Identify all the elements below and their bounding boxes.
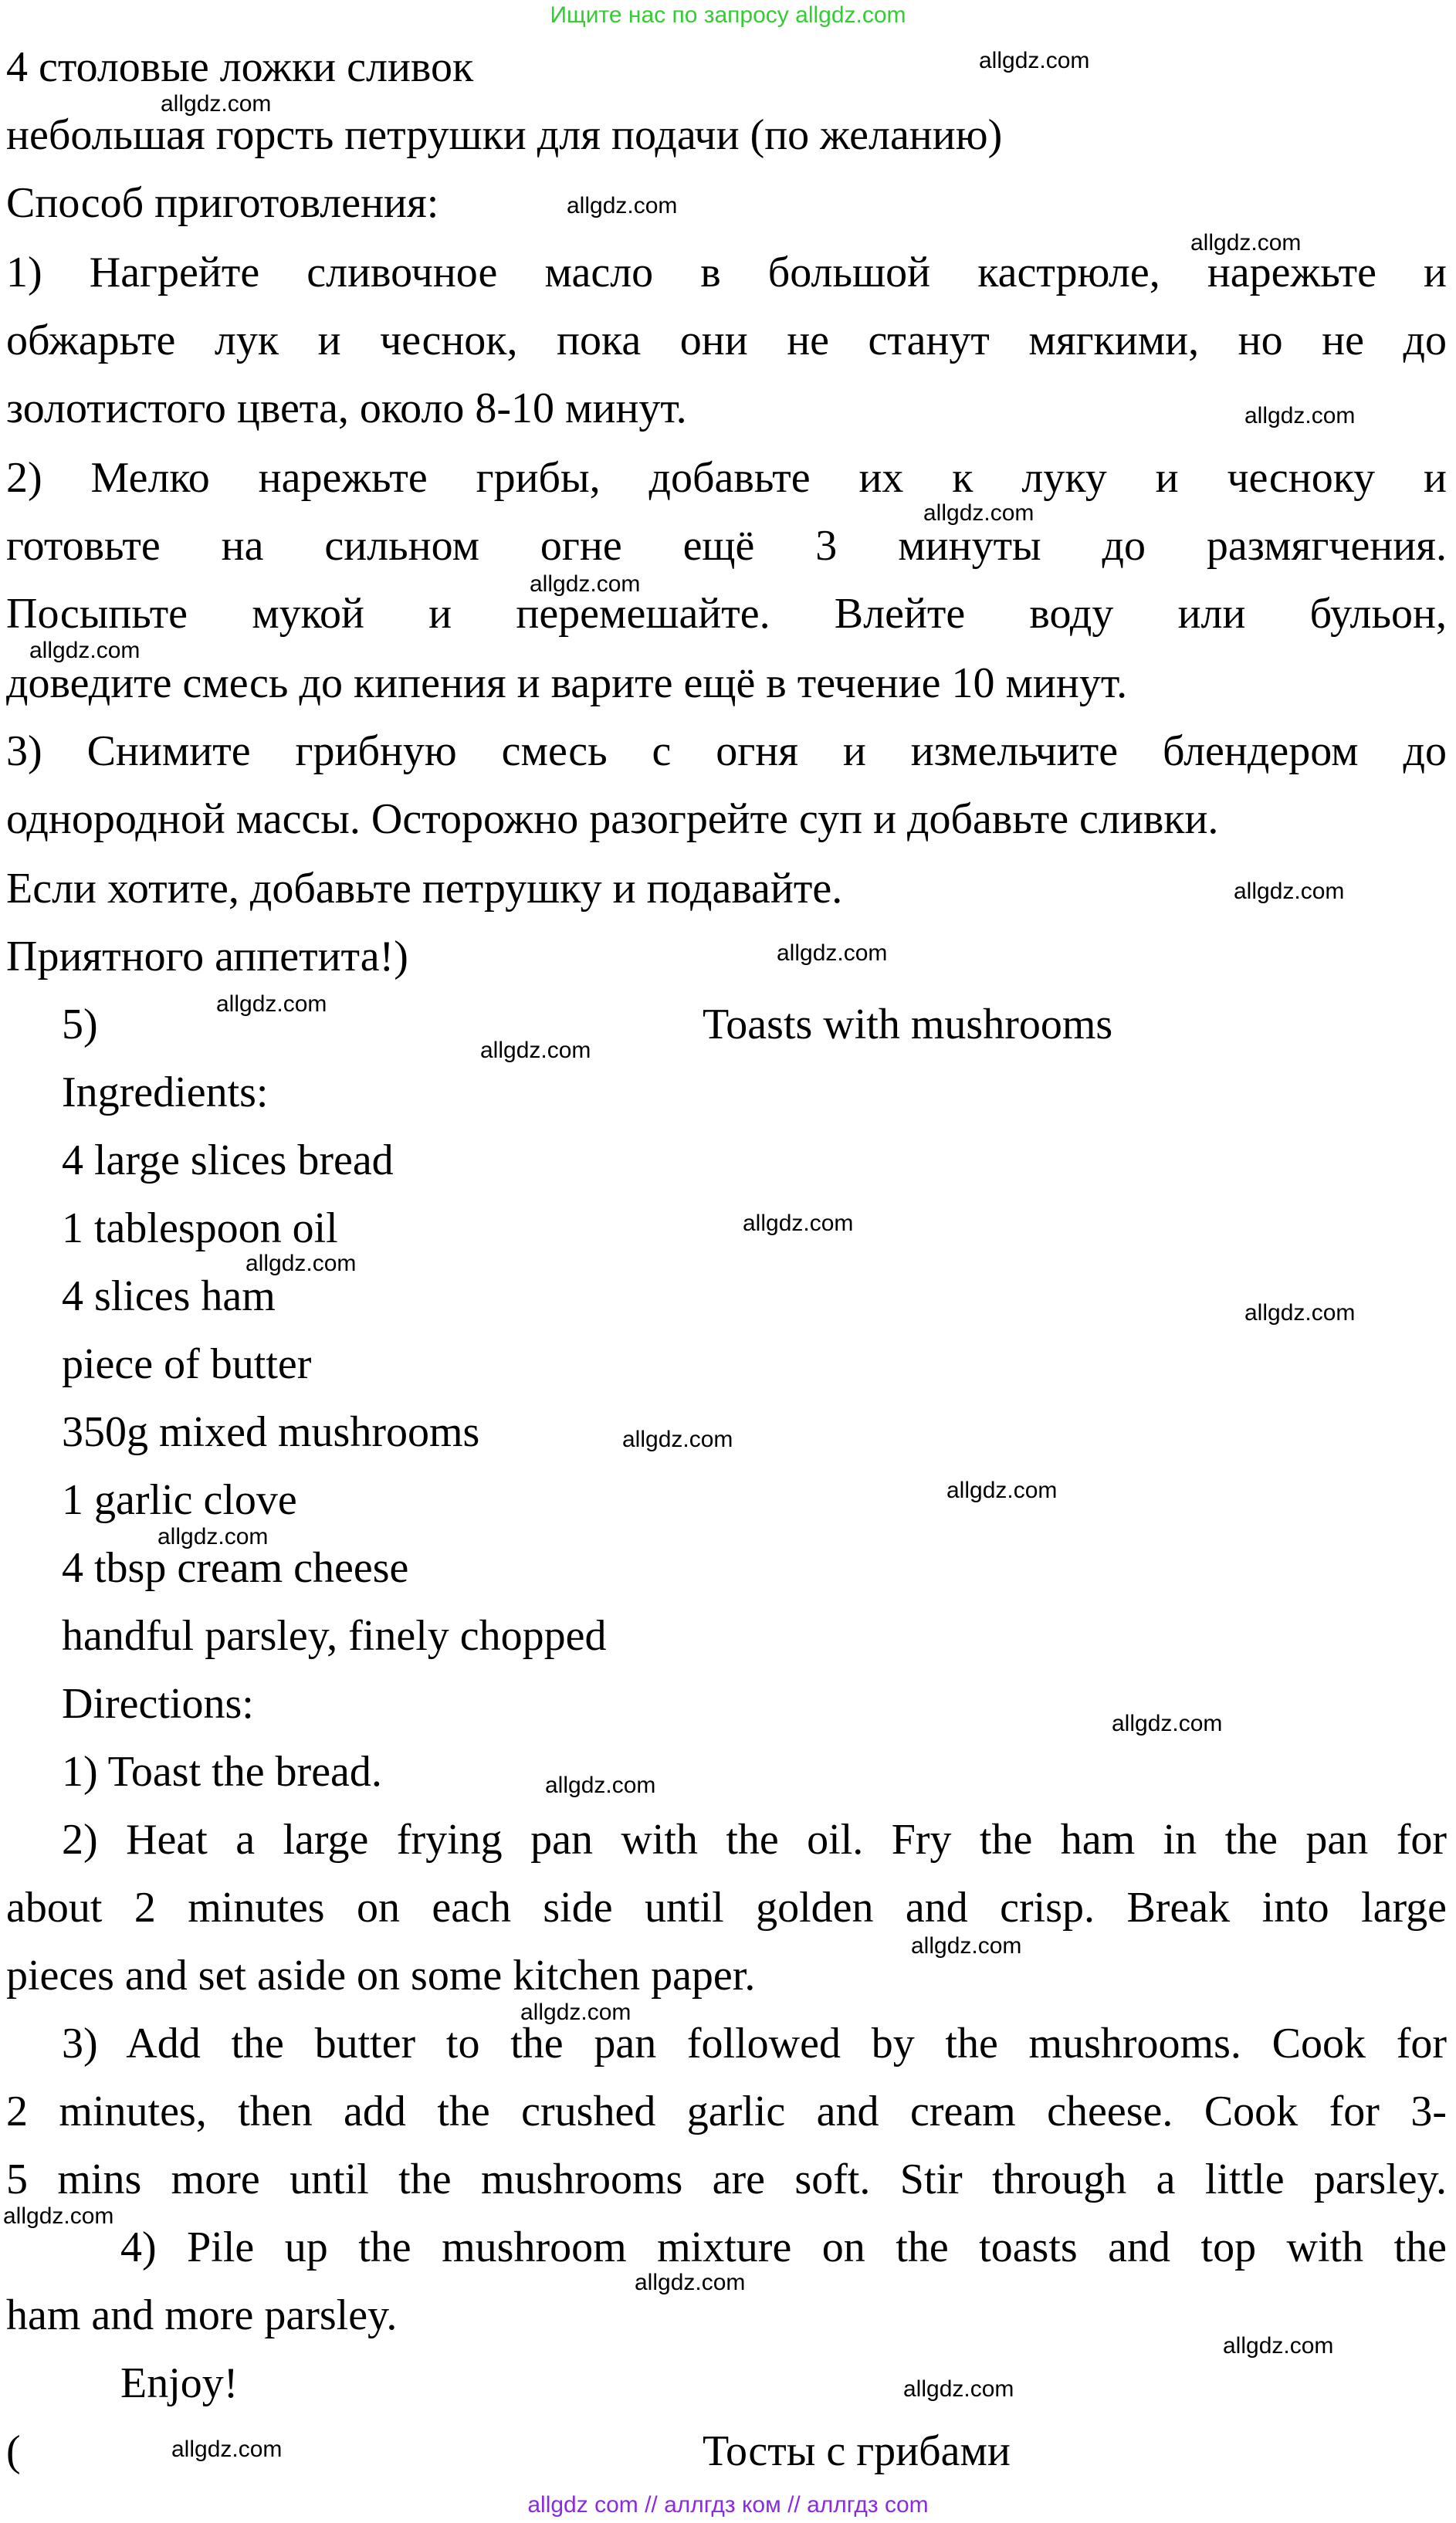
ingredient-item: 4 tbsp cream cheese [62,1544,409,1592]
watermark: allgdz.com [520,2000,631,2025]
direction-3-line-2: 2 minutes, then add the crushed garlic and cream cheese. Cook for 3- [6,2088,1447,2135]
enjoy-text: Enjoy! [120,2359,239,2407]
direction-4-line-2: ham and more parsley. [6,2291,398,2339]
ru-line-2: небольшая горсть петрушки для подачи (по желанию) [6,111,1003,159]
watermark: allgdz.com [1244,1300,1356,1326]
watermark: allgdz.com [545,1773,656,1798]
open-paren: ( [6,2427,21,2475]
ru-line-9: Посыпьте мукой и перемешайте. Влейте воду или бульон, [6,590,1447,638]
bottom-banner[interactable]: allgdz com // аллгдз ком // аллгдз com [527,2492,929,2518]
direction-3-line-3: 5 mins more until the mushrooms are soft. Stir through a little parsley. [6,2156,1447,2203]
ingredient-item: 1 tablespoon oil [62,1204,338,1252]
recipe-number: 5) [62,1001,98,1048]
ingredient-item: 4 large slices bread [62,1136,394,1184]
watermark: allgdz.com [1112,1711,1223,1736]
direction-2-line-1: 2) Heat a large frying pan with the oil. Fry the ham in the pan for [62,1816,1447,1864]
watermark: allgdz.com [777,940,888,966]
watermark: allgdz.com [946,1478,1058,1503]
watermark: allgdz.com [903,2376,1014,2402]
ru-line-5: обжарьте лук и чеснок, пока они не станут мягкими, но не до [6,317,1447,364]
watermark: allgdz.com [743,1211,854,1236]
top-banner[interactable]: Ищите нас по запросу allgdz.com [550,2,906,28]
ingredients-heading: Ingredients: [62,1068,269,1116]
watermark: allgdz.com [1234,879,1345,904]
direction-2-line-2: about 2 minutes on each side until golden and crisp. Break into large [6,1884,1447,1932]
watermark: allgdz.com [480,1038,591,1063]
watermark: allgdz.com [29,638,141,663]
direction-4-line-1: 4) Pile up the mushroom mixture on the toasts and top with the [120,2223,1447,2271]
direction-2-line-3: pieces and set aside on some kitchen paper. [6,1952,756,2000]
ru-line-4: 1) Нагрейте сливочное масло в большой кастрюле, нарежьте и [6,249,1447,296]
recipe-title: Toasts with mushrooms [703,1001,1113,1048]
watermark: allgdz.com [3,2203,114,2229]
watermark: allgdz.com [245,1251,357,1276]
watermark: allgdz.com [171,2437,283,2462]
ingredient-item: 1 garlic clove [62,1476,297,1524]
ru-line-11: 3) Снимите грибную смесь с огня и измельчите блендером до [6,727,1447,775]
watermark: allgdz.com [923,500,1034,526]
watermark: allgdz.com [911,1933,1022,1959]
watermark: allgdz.com [622,1427,733,1452]
direction-1: 1) Toast the bread. [62,1748,382,1796]
watermark: allgdz.com [1190,230,1302,256]
ru-line-12: однородной массы. Осторожно разогрейте суп и добавьте сливки. [6,795,1219,843]
watermark: allgdz.com [216,991,327,1017]
ru-line-10: доведите смесь до кипения и варите ещё в течение 10 минут. [6,659,1128,707]
watermark: allgdz.com [161,91,272,117]
direction-3-line-1: 3) Add the butter to the pan followed by the mushrooms. Cook for [62,2020,1447,2068]
ingredient-item: handful parsley, finely chopped [62,1612,607,1660]
directions-heading: Directions: [62,1680,254,1728]
watermark: allgdz.com [1223,2333,1334,2359]
ingredient-item: 350g mixed mushrooms [62,1408,480,1456]
watermark: allgdz.com [157,1524,269,1549]
ru-line-3: Способ приготовления: [6,179,439,227]
ingredient-item: 4 slices ham [62,1272,276,1320]
russian-title: Тосты с грибами [703,2427,1011,2475]
ru-line-13: Если хотите, добавьте петрушку и подавайте. [6,865,843,913]
ingredient-item: piece of butter [62,1340,312,1388]
watermark: allgdz.com [530,571,641,597]
ru-line-7: 2) Мелко нарежьте грибы, добавьте их к луку и чесноку и [6,454,1447,502]
watermark: allgdz.com [567,193,678,218]
watermark: allgdz.com [979,48,1090,73]
watermark: allgdz.com [635,2270,746,2295]
ru-line-1: 4 столовые ложки сливок [6,43,474,91]
ru-line-6: золотистого цвета, около 8-10 минут. [6,384,687,432]
ru-line-8: готовьте на сильном огне ещё 3 минуты до размягчения. [6,522,1447,570]
watermark: allgdz.com [1244,403,1356,428]
ru-line-14: Приятного аппетита!) [6,933,408,980]
